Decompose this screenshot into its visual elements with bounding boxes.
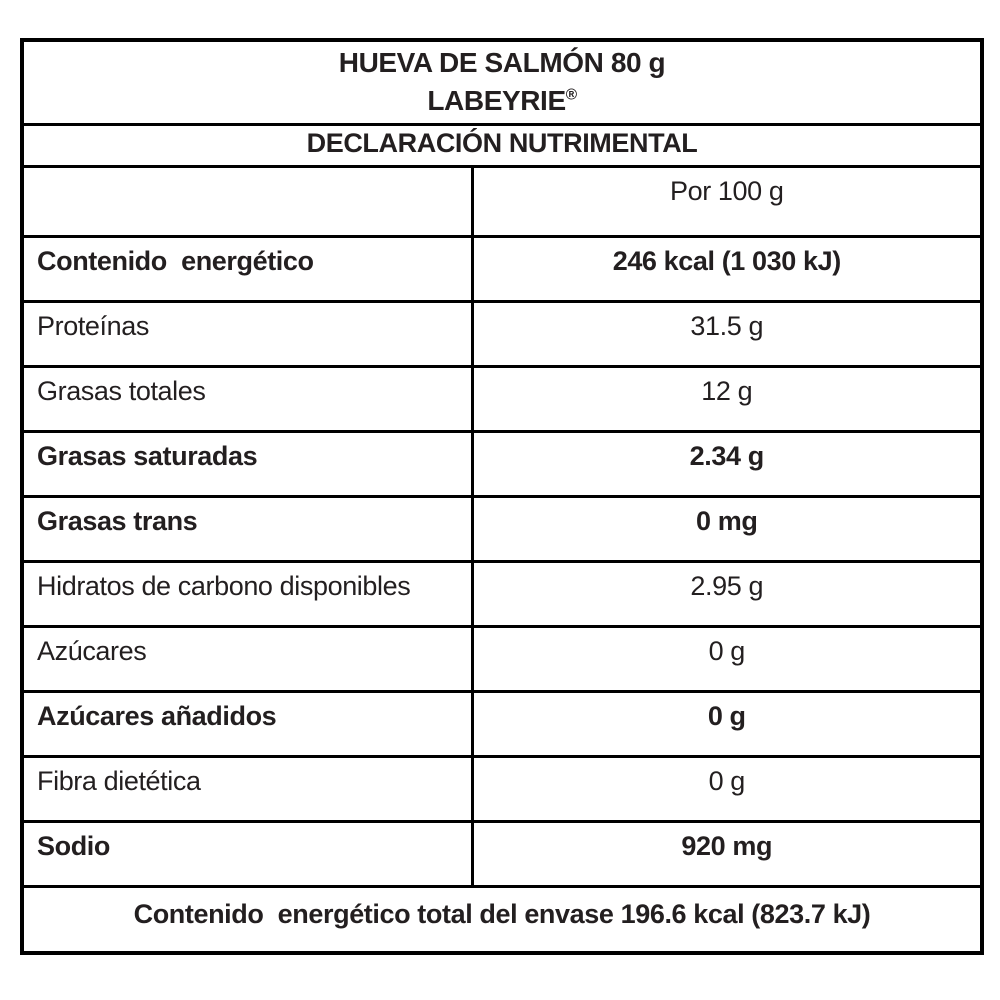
row-proteinas [22,301,982,366]
nutrient-value: 0 g [472,756,982,821]
nutrient-value: 12 g [472,366,982,431]
nutrient-label: Contenido energético [22,236,472,301]
brand-line [24,82,980,120]
nutrient-value: 0 g [472,626,982,691]
nutrient-value: 0 g [472,691,982,756]
nutrient-label: Sodio [22,821,472,886]
nutrient-label: Grasas trans [22,496,472,561]
nutrient-label: Azúcares añadidos [22,691,472,756]
nutrient-label: Azúcares [22,626,472,691]
nutrient-label: Fibra dietética [22,756,472,821]
nutrient-label: Grasas saturadas [22,431,472,496]
row-contenido-energetico [22,236,982,301]
nutrient-value: 0 mg [472,496,982,561]
per-100g-header: Por 100 g [472,166,982,236]
nutrient-value: 246 kcal (1 030 kJ) [472,236,982,301]
nutrient-value: 2.34 g [472,431,982,496]
nutrient-value: 920 mg [472,821,982,886]
nutrient-label: Proteínas [22,301,472,366]
row-grasas-totales [22,366,982,431]
row-grasas-saturadas [22,431,982,496]
nutrient-value: 31.5 g [472,301,982,366]
package-energy-total: Contenido energético total del envase 196.6 kcal (823.7 kJ) [22,886,982,953]
section-title-row [22,124,982,166]
column-header-row [22,166,982,236]
title-row [22,40,982,124]
nutrition-table [20,38,984,955]
row-azucares-anadidos [22,691,982,756]
product-title: HUEVA DE SALMÓN 80 g [338,47,666,79]
row-fibra-dietetica [22,756,982,821]
row-azucares [22,626,982,691]
empty-header-cell [22,166,472,236]
registered-trademark-symbol: ® [565,86,577,104]
nutrient-label: Grasas totales [22,366,472,431]
nutrient-value: 2.95 g [472,561,982,626]
row-grasas-trans [22,496,982,561]
nutrient-label: Hidratos de carbono disponibles [22,561,472,626]
section-title: DECLARACIÓN NUTRIMENTAL [22,124,982,166]
footer-row [22,886,982,953]
brand-name: LABEYRIE [427,85,566,117]
row-hidratos-de-carbono [22,561,982,626]
product-title-cell [22,40,982,124]
row-sodio [22,821,982,886]
